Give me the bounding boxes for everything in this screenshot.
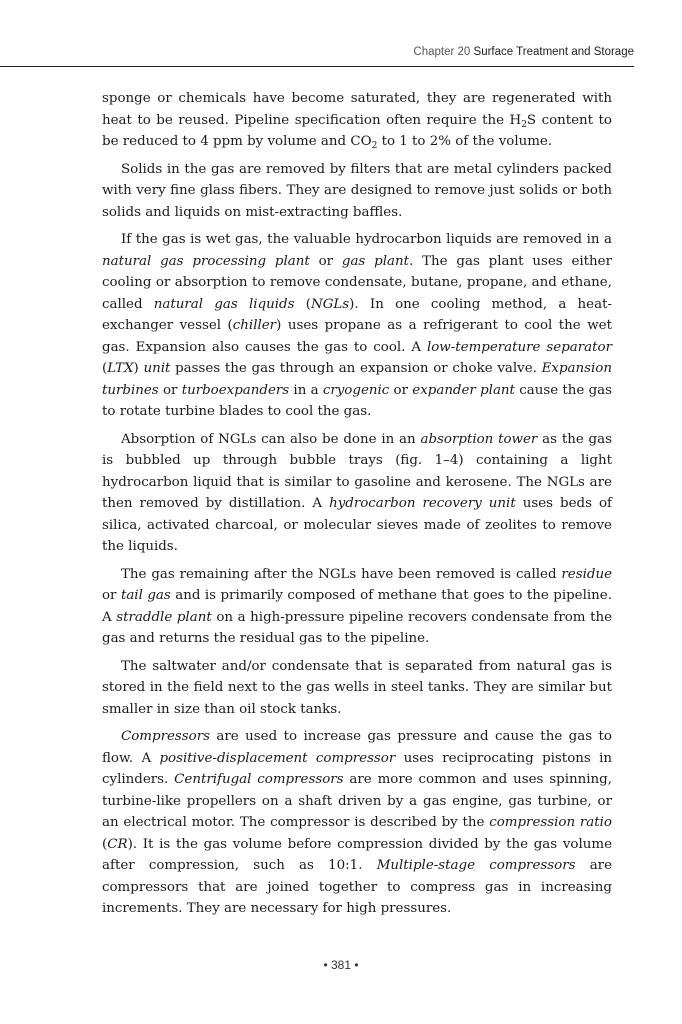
p3-text: cause the gas to rotate turbine blades to cool the gas. [102,382,613,419]
paragraph-1 [102,88,612,153]
paragraph-5 [102,564,612,650]
p7-term: Compressors [121,729,210,744]
p3-term: natural gas processing plant [102,253,310,269]
p3-text: or [158,382,182,398]
page-number: • 381 • [323,958,359,972]
p3-term: turboexpanders [181,382,290,398]
p3-text: or [389,382,413,398]
p1-text-b: S content to be reduced to 4 ppm by volume and CO [102,112,612,149]
p7-term: Multiple-stage compressors [376,858,576,873]
p3-text: If the gas is wet gas, the valuable hydrocarbon liquids are removed in a [121,232,612,247]
p4-text: Absorption of NGLs can also be done in an [121,431,421,447]
p1-text-a: sponge or chemicals have become saturated, they are regenerated with heat to be reused. Pipeline specification often require the H [102,91,612,128]
p3-text: ( [294,296,311,312]
p3-term: unit [143,361,171,376]
p1-subscript-2: 2 [371,141,378,151]
p3-term: NGLs [310,296,350,312]
header-title: Surface Treatment and Storage [473,46,634,58]
p3-text: in a [289,382,323,398]
p3-term: cryogenic [322,382,390,398]
p3-text: ) [133,361,144,376]
p3-text: passes the gas through an expansion or choke valve. [170,361,542,376]
p3-text: or [309,253,342,269]
p5-text: and is primarily composed of methane that goes to the pipeline. A [102,588,612,625]
running-header [0,46,634,67]
p4-term: absorption tower [420,431,538,447]
p7-term: positive-displacement compressor [159,750,396,766]
p7-term: Centrifugal compressors [174,772,344,787]
p3-term: LTX [107,361,134,376]
p3-term: low-temperature separator [426,339,612,355]
p4-term: hydrocarbon recovery unit [329,496,516,511]
p3-text: . The gas plant uses either cooling or absorption to remove condensate, butane, propane, and ethane, called [102,253,612,312]
p3-term: natural gas liquids [153,296,295,312]
p1-subscript-1: 2 [521,119,527,130]
paragraph-6 [102,656,612,721]
header-chapter: Chapter 20 [413,46,471,58]
p7-term: CR [107,836,128,852]
paragraph-2 [102,159,612,224]
p3-text: ). In one cooling method, a heat-exchanger vessel ( [102,296,612,333]
p2-text: Solids in the gas are removed by filters that are metal cylinders packed with very fine glass fibers. They are designed to remove just solids or both solids and liquids on mist-extracting baffles. [102,161,612,220]
p3-term: gas plant [341,253,409,269]
p3-term: Expansion turbines [102,361,612,398]
p5-term: residue [561,566,612,582]
p3-term: expander plant [412,382,515,398]
body-text [102,88,612,926]
p3-text: ( [102,361,108,376]
p7-text: are used to increase gas pressure and cause the gas to flow. A [102,729,612,766]
paragraph-7 [102,726,612,920]
p3-term: chiller [232,318,277,333]
p3-text: ) uses propane as a refrigerant to cool the wet gas. Expansion also causes the gas to cool. A [102,318,612,355]
p7-term: compression ratio [489,815,612,830]
p7-text: are compressors that are joined together to compress gas in increasing increments. They are necessary for high pressures. [102,858,612,916]
p5-text: or [102,588,121,603]
p7-text: ). It is the gas volume before compression divided by the gas volume after compression, such as 10:1. [102,836,612,873]
p1-text-c: to 1 to 2% of the volume. [377,134,553,149]
p4-text: uses beds of silica, activated charcoal, or molecular sieves made of zeolites to remove the liquids. [102,496,612,554]
p5-text: The gas remaining after the NGLs have been removed is called [121,566,562,582]
p7-text: uses reciprocating pistons in cylinders. [102,750,612,787]
p4-text: as the gas is bubbled up through bubble trays (fig. 1–4) containing a light hydrocarbon liquid that is similar to gasoline and kerosene. The NGLs are then removed by distillation. A [102,431,612,511]
paragraph-4 [102,429,612,558]
p5-term: tail gas [120,588,171,603]
p7-text: are more common and uses spinning, turbine-like propellers on a shaft driven by a gas engine, gas turbine, or an electrical motor. The compressor is described by the [102,772,612,830]
p5-text: on a high-pressure pipeline recovers condensate from the gas and returns the residual gas to the pipeline. [102,609,612,646]
paragraph-3 [102,229,612,423]
p7-text: ( [102,836,108,852]
p5-term: straddle plant [116,609,212,625]
p6-text: The saltwater and/or condensate that is separated from natural gas is stored in the field next to the gas wells in steel tanks. They are similar but smaller in size than oil stock tanks. [102,658,612,717]
